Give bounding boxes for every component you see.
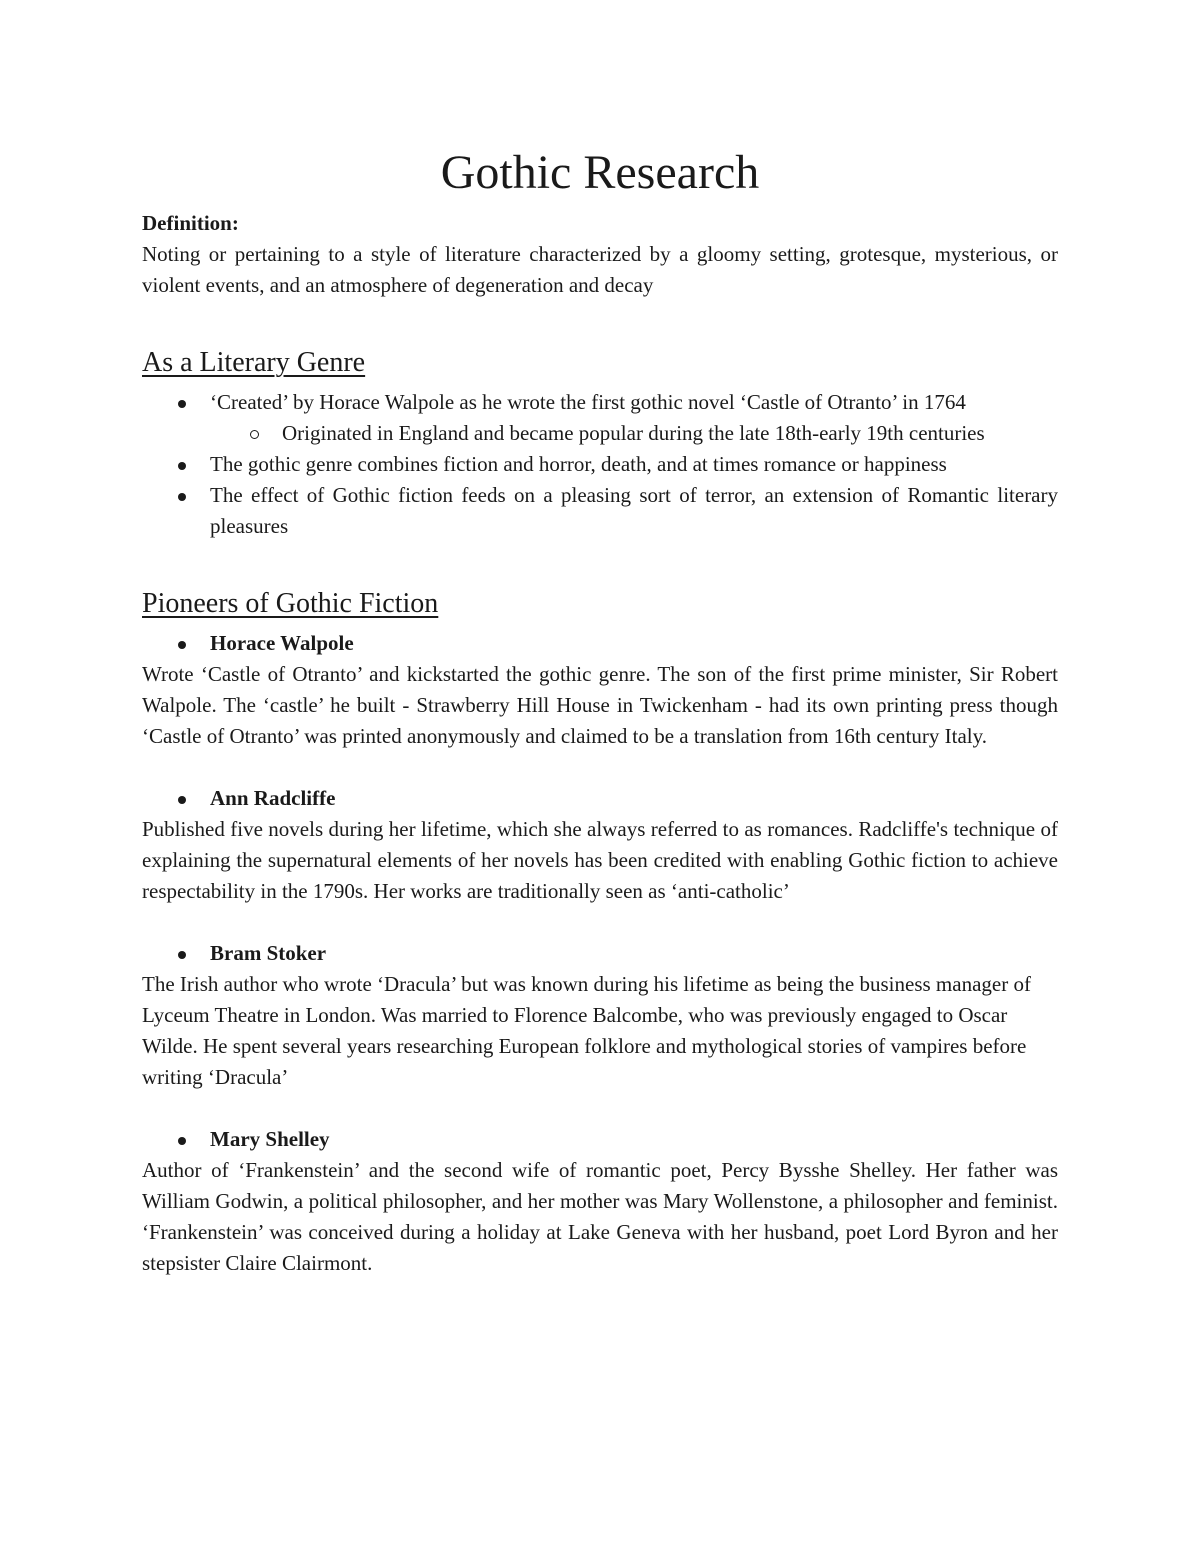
pioneer-bio-shelley: Author of ‘Frankenstein’ and the second wife of romantic poet, Percy Bysshe Shelley. Her father was William Godwin, a political philosopher, and her mother was Mary Wollenstone, a philosopher and feminist. ‘Frankenstein’ was conceived during a holiday at Lake Geneva with her husband, poet Lord Byron and her stepsister Claire Clairmont.	[142, 1158, 1058, 1275]
bullet-icon	[178, 1137, 186, 1145]
pioneer-name-walpole	[142, 628, 1058, 659]
genre-bullet-text: ‘Created’ by Horace Walpole as he wrote the first gothic novel ‘Castle of Otranto’ in 1764	[210, 390, 966, 414]
bullet-icon	[178, 796, 186, 804]
pioneer-bio-radcliffe: Published five novels during her lifetime, which she always referred to as romances. Radcliffe's technique of explaining the supernatural elements of her novels has been credited with enabling Gothic fiction to achieve respectability in the 1790s. Her works are traditionally seen as ‘anti-catholic’	[142, 817, 1058, 903]
bullet-icon	[178, 493, 186, 501]
bullet-icon	[178, 462, 186, 470]
genre-heading: As a Literary Genre	[142, 347, 366, 378]
document-page	[142, 142, 1058, 1279]
bullet-icon	[178, 641, 186, 649]
genre-bullet-1	[142, 387, 1058, 418]
genre-bullet-text: The effect of Gothic fiction feeds on a pleasing sort of terror, an extension of Romantic literary pleasures	[210, 483, 1058, 538]
pioneer-name-stoker	[142, 938, 1058, 969]
genre-bullet-3	[142, 480, 1058, 542]
pioneer-bio-walpole: Wrote ‘Castle of Otranto’ and kickstarted the gothic genre. The son of the first prime minister, Sir Robert Walpole. The ‘castle’ he built - Strawberry Hill House in Twickenham - had its own printing press though ‘Castle of Otranto’ was printed anonymously and claimed to be a translation from 16th century Italy.	[142, 662, 1058, 748]
genre-bullet-text: The gothic genre combines fiction and horror, death, and at times romance or happiness	[210, 452, 947, 476]
pioneer-name: Mary Shelley	[210, 1127, 330, 1151]
definition-label: Definition:	[142, 211, 239, 235]
pioneer-name: Ann Radcliffe	[210, 786, 336, 810]
pioneers-heading: Pioneers of Gothic Fiction	[142, 588, 439, 619]
pioneer-name-shelley	[142, 1124, 1058, 1155]
genre-bullet-2	[142, 449, 1058, 480]
pioneer-bio-stoker: The Irish author who wrote ‘Dracula’ but was known during his lifetime as being the business manager of Lyceum Theatre in London. Was married to Florence Balcombe, who was previously engaged to Oscar Wilde. He spent several years researching European folklore and mythological stories of vampires before writing ‘Dracula’	[142, 972, 1031, 1089]
pioneer-name: Horace Walpole	[210, 631, 354, 655]
genre-sub-bullet	[142, 418, 1058, 449]
pioneer-name: Bram Stoker	[210, 941, 327, 965]
genre-sub-bullet-text: Originated in England and became popular during the late 18th-early 19th centuries	[282, 421, 985, 445]
pioneer-name-radcliffe	[142, 783, 1058, 814]
bullet-icon	[178, 400, 186, 408]
definition-text: Noting or pertaining to a style of literature characterized by a gloomy setting, grotesque, mysterious, or violent events, and an atmosphere of degeneration and decay	[142, 242, 1058, 297]
hollow-bullet-icon	[250, 430, 259, 439]
document-title: Gothic Research	[440, 146, 760, 199]
bullet-icon	[178, 951, 186, 959]
